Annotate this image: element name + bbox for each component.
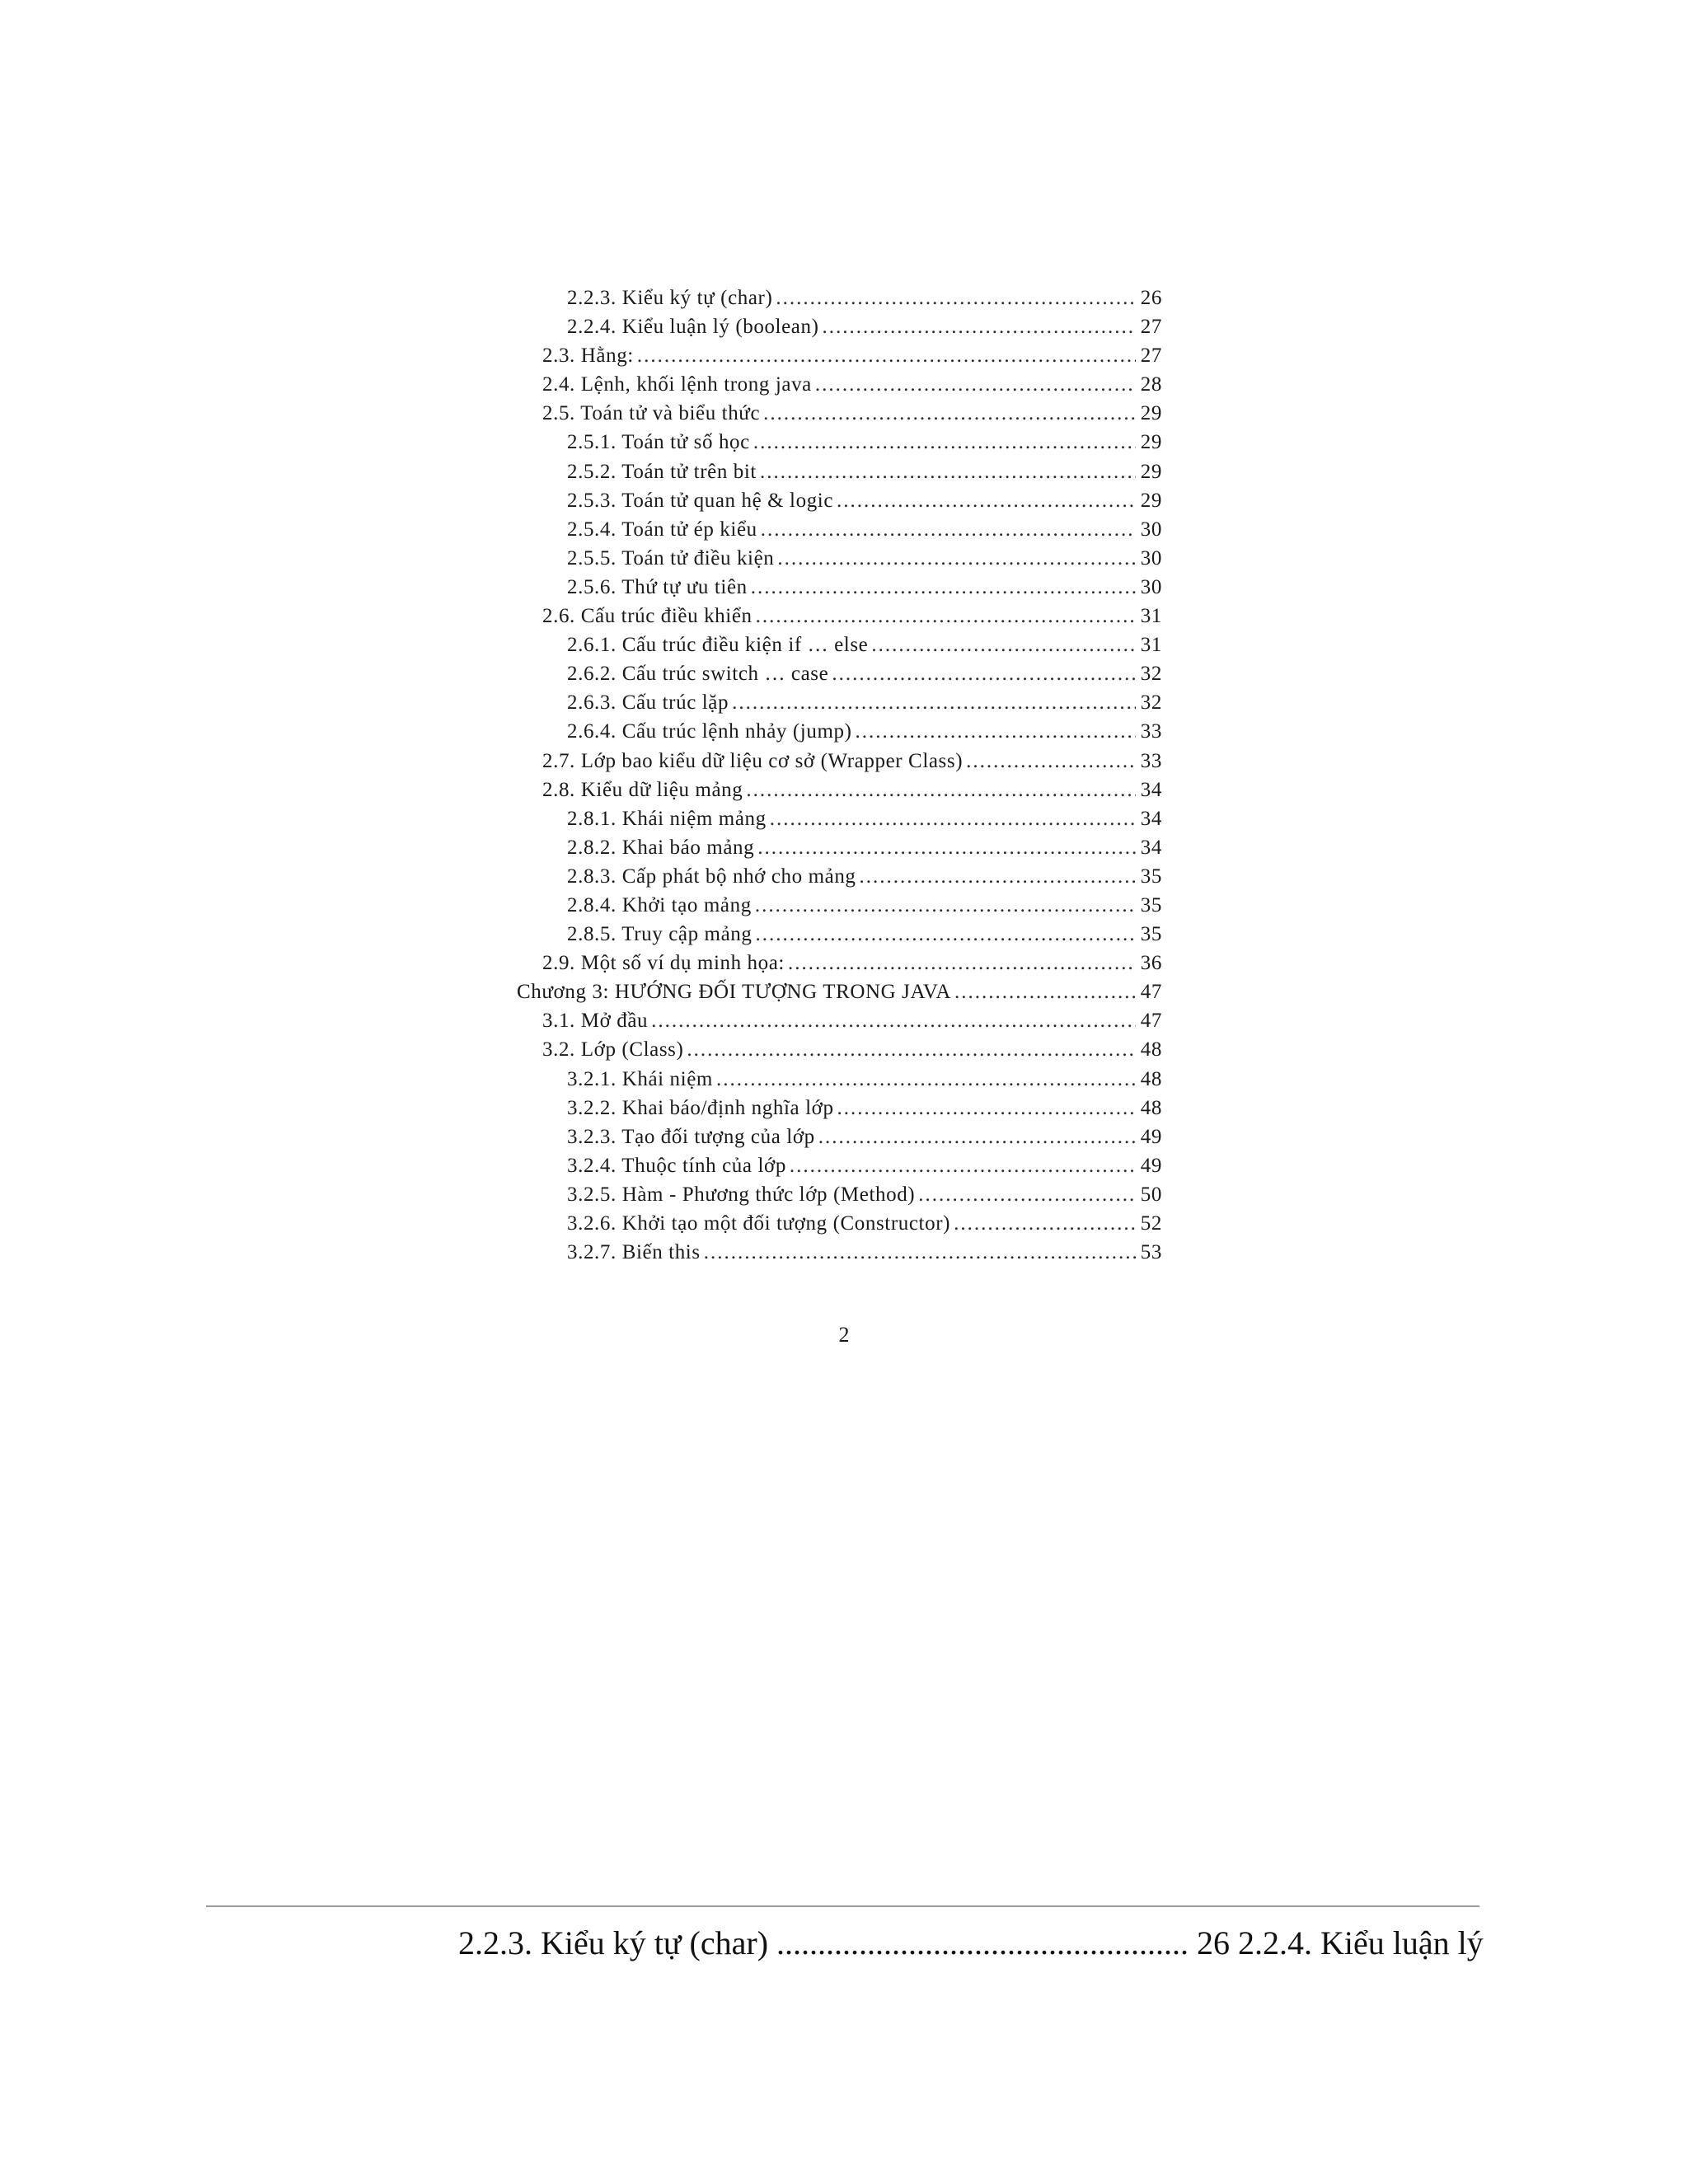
toc-leader-dots bbox=[755, 894, 1136, 917]
toc-leader-dots bbox=[651, 1010, 1136, 1033]
toc-leader-dots bbox=[776, 287, 1136, 310]
toc-leader-dots bbox=[788, 952, 1136, 975]
toc-entry[interactable] bbox=[507, 1068, 1162, 1097]
toc-entry[interactable] bbox=[507, 547, 1162, 576]
toc-leader-dots bbox=[757, 837, 1136, 860]
toc-entry[interactable] bbox=[507, 316, 1162, 344]
toc-entry-label: 2.3. Hằng: bbox=[542, 344, 634, 368]
toc-entry-label: 3.2. Lớp (Class) bbox=[542, 1038, 684, 1062]
toc-entry[interactable] bbox=[507, 691, 1162, 720]
toc-entry-label: 2.7. Lớp bao kiểu dữ liệu cơ sở (Wrapper Class) bbox=[542, 749, 964, 772]
toc-entry-page: 48 bbox=[1140, 1067, 1162, 1090]
table-of-contents bbox=[507, 287, 1162, 1270]
toc-entry[interactable] bbox=[507, 750, 1162, 779]
toc-entry[interactable] bbox=[507, 1126, 1162, 1155]
toc-entry[interactable] bbox=[507, 287, 1162, 316]
toc-entry-page: 30 bbox=[1140, 575, 1162, 598]
toc-entry-label: 3.2.5. Hàm - Phương thức lớp (Method) bbox=[567, 1183, 916, 1206]
toc-entry[interactable] bbox=[507, 1155, 1162, 1183]
toc-entry-page: 32 bbox=[1140, 663, 1162, 686]
footer-divider bbox=[206, 1905, 1479, 1907]
toc-entry[interactable] bbox=[507, 576, 1162, 605]
toc-entry-page: 52 bbox=[1140, 1212, 1162, 1235]
toc-entry-label: 2.8.2. Khai báo mảng bbox=[567, 836, 755, 859]
toc-leader-dots bbox=[761, 518, 1136, 541]
toc-entry-page: 47 bbox=[1140, 1010, 1162, 1033]
footer-text: 2.2.3. Kiểu ký tự (char) .................................................. 26 2.2.4. Kiểu luận lý bbox=[458, 1924, 1484, 1961]
toc-entry-label: 2.4. Lệnh, khối lệnh trong java bbox=[542, 373, 812, 396]
toc-entry-label: 2.6.4. Cấu trúc lệnh nhảy (jump) bbox=[567, 720, 852, 743]
toc-entry-page: 29 bbox=[1140, 489, 1162, 512]
toc-leader-dots bbox=[856, 720, 1136, 743]
toc-entry[interactable] bbox=[507, 981, 1162, 1010]
toc-leader-dots bbox=[832, 663, 1136, 686]
toc-entry-label: 3.2.4. Thuộc tính của lớp bbox=[567, 1154, 786, 1177]
toc-leader-dots bbox=[746, 779, 1136, 802]
toc-entry-page: 26 bbox=[1140, 287, 1162, 309]
toc-entry-label: 2.5.4. Toán tử ép kiểu bbox=[567, 518, 757, 541]
toc-entry[interactable] bbox=[507, 1097, 1162, 1126]
toc-leader-dots bbox=[770, 808, 1136, 831]
toc-entry[interactable] bbox=[507, 431, 1162, 460]
toc-leader-dots bbox=[823, 316, 1136, 339]
toc-entry-label: 2.8. Kiểu dữ liệu mảng bbox=[542, 778, 743, 801]
toc-leader-dots bbox=[760, 461, 1136, 484]
toc-entry[interactable] bbox=[507, 837, 1162, 865]
toc-entry[interactable] bbox=[507, 1010, 1162, 1038]
toc-leader-dots bbox=[954, 981, 1136, 1004]
toc-leader-dots bbox=[716, 1068, 1136, 1091]
toc-entry-page: 49 bbox=[1140, 1154, 1162, 1177]
toc-leader-dots bbox=[777, 547, 1136, 570]
toc-entry-label: 2.8.5. Truy cập mảng bbox=[567, 923, 753, 946]
toc-entry-label: 3.2.7. Biến this bbox=[567, 1241, 701, 1264]
toc-leader-dots bbox=[763, 402, 1136, 425]
toc-entry-page: 34 bbox=[1140, 778, 1162, 801]
toc-leader-dots bbox=[756, 923, 1137, 946]
toc-entry[interactable] bbox=[507, 1241, 1162, 1270]
toc-leader-dots bbox=[732, 691, 1136, 715]
toc-entry-page: 34 bbox=[1140, 836, 1162, 859]
toc-entry-label: 2.8.4. Khởi tạo mảng bbox=[567, 893, 752, 916]
toc-entry-label: 2.5.6. Thứ tự ưu tiên bbox=[567, 575, 748, 598]
toc-entry[interactable] bbox=[507, 720, 1162, 749]
toc-entry-label: 2.5.1. Toán tử số học bbox=[567, 431, 750, 454]
toc-entry-page: 48 bbox=[1140, 1096, 1162, 1119]
toc-entry-page: 33 bbox=[1140, 749, 1162, 772]
toc-leader-dots bbox=[966, 750, 1136, 773]
toc-entry[interactable] bbox=[507, 894, 1162, 923]
toc-entry-page: 30 bbox=[1140, 546, 1162, 569]
toc-leader-dots bbox=[818, 1126, 1136, 1149]
toc-entry[interactable] bbox=[507, 865, 1162, 894]
toc-entry-label: 2.8.3. Cấp phát bộ nhớ cho mảng bbox=[567, 865, 856, 888]
toc-leader-dots bbox=[637, 344, 1136, 368]
toc-entry-page: 35 bbox=[1140, 923, 1162, 946]
toc-leader-dots bbox=[751, 576, 1136, 599]
toc-leader-dots bbox=[756, 605, 1136, 628]
toc-entry-page: 35 bbox=[1140, 865, 1162, 888]
toc-entry-page: 32 bbox=[1140, 691, 1162, 715]
toc-entry-label: 3.2.1. Khái niệm bbox=[567, 1067, 713, 1090]
toc-entry[interactable] bbox=[507, 518, 1162, 547]
toc-entry-page: 53 bbox=[1140, 1241, 1162, 1264]
toc-entry[interactable] bbox=[507, 808, 1162, 837]
toc-entry-page: 29 bbox=[1140, 402, 1162, 425]
toc-entry[interactable] bbox=[507, 1183, 1162, 1212]
toc-entry-label: 2.6.1. Cấu trúc điều kiện if … else bbox=[567, 634, 869, 657]
toc-entry-label: 2.9. Một số ví dụ minh họa: bbox=[542, 952, 785, 975]
toc-leader-dots bbox=[860, 865, 1136, 888]
toc-entry-page: 30 bbox=[1140, 518, 1162, 541]
toc-leader-dots bbox=[790, 1155, 1136, 1178]
toc-entry-page: 36 bbox=[1140, 952, 1162, 975]
toc-entry-page: 31 bbox=[1140, 605, 1162, 628]
toc-entry-label: 3.2.2. Khai báo/định nghĩa lớp bbox=[567, 1096, 834, 1119]
toc-entry-label: 2.5.3. Toán tử quan hệ & logic bbox=[567, 489, 834, 512]
toc-entry[interactable] bbox=[507, 373, 1162, 402]
toc-entry-label: 2.5. Toán tử và biểu thức bbox=[542, 402, 761, 425]
toc-entry-label: 3.1. Mở đầu bbox=[542, 1010, 649, 1033]
toc-entry-label: 2.6.3. Cấu trúc lặp bbox=[567, 691, 729, 715]
toc-entry-label: 3.2.3. Tạo đối tượng của lớp bbox=[567, 1125, 815, 1148]
toc-entry-label: 2.2.3. Kiểu ký tự (char) bbox=[567, 287, 773, 309]
toc-entry-page: 27 bbox=[1140, 316, 1162, 339]
toc-leader-dots bbox=[815, 373, 1136, 396]
toc-leader-dots bbox=[871, 634, 1136, 657]
toc-leader-dots bbox=[704, 1241, 1136, 1264]
toc-leader-dots bbox=[918, 1183, 1136, 1207]
toc-entry-page: 35 bbox=[1140, 893, 1162, 916]
toc-entry[interactable] bbox=[507, 344, 1162, 373]
toc-entry-page: 34 bbox=[1140, 807, 1162, 830]
toc-entry-page: 29 bbox=[1140, 431, 1162, 454]
toc-entry[interactable] bbox=[507, 1038, 1162, 1067]
toc-entry-label: Chương 3: HƯỚNG ĐỐI TƯỢNG TRONG JAVA bbox=[517, 981, 952, 1004]
toc-entry[interactable] bbox=[507, 663, 1162, 691]
toc-entry[interactable] bbox=[507, 634, 1162, 663]
toc-entry-page: 33 bbox=[1140, 720, 1162, 743]
toc-entry-page: 47 bbox=[1140, 981, 1162, 1004]
toc-entry-page: 49 bbox=[1140, 1125, 1162, 1148]
toc-entry[interactable] bbox=[507, 605, 1162, 634]
toc-leader-dots bbox=[837, 1097, 1136, 1120]
toc-leader-dots bbox=[687, 1038, 1136, 1062]
toc-entry-page: 50 bbox=[1140, 1183, 1162, 1206]
toc-leader-dots bbox=[954, 1212, 1136, 1235]
toc-entry[interactable] bbox=[507, 490, 1162, 518]
toc-entry-page: 27 bbox=[1140, 344, 1162, 368]
toc-leader-dots bbox=[753, 431, 1136, 454]
toc-entry[interactable] bbox=[507, 1212, 1162, 1241]
toc-entry-page: 29 bbox=[1140, 460, 1162, 483]
toc-entry[interactable] bbox=[507, 402, 1162, 431]
toc-leader-dots bbox=[837, 490, 1136, 513]
toc-entry-page: 28 bbox=[1140, 373, 1162, 396]
toc-entry-label: 2.5.2. Toán tử trên bit bbox=[567, 460, 757, 483]
toc-entry-page: 31 bbox=[1140, 634, 1162, 657]
toc-entry[interactable] bbox=[507, 779, 1162, 808]
toc-entry-page: 48 bbox=[1140, 1038, 1162, 1062]
toc-entry[interactable] bbox=[507, 923, 1162, 952]
page-number: 2 bbox=[838, 1323, 850, 1347]
toc-entry-label: 2.2.4. Kiểu luận lý (boolean) bbox=[567, 316, 819, 339]
toc-entry-label: 2.8.1. Khái niệm mảng bbox=[567, 807, 767, 830]
toc-entry-label: 2.6. Cấu trúc điều khiển bbox=[542, 605, 753, 628]
toc-entry-label: 3.2.6. Khởi tạo một đối tượng (Constructor) bbox=[567, 1212, 951, 1235]
toc-entry-label: 2.5.5. Toán tử điều kiện bbox=[567, 546, 775, 569]
toc-entry[interactable] bbox=[507, 461, 1162, 490]
toc-entry[interactable] bbox=[507, 952, 1162, 981]
toc-entry-label: 2.6.2. Cấu trúc switch … case bbox=[567, 663, 829, 686]
